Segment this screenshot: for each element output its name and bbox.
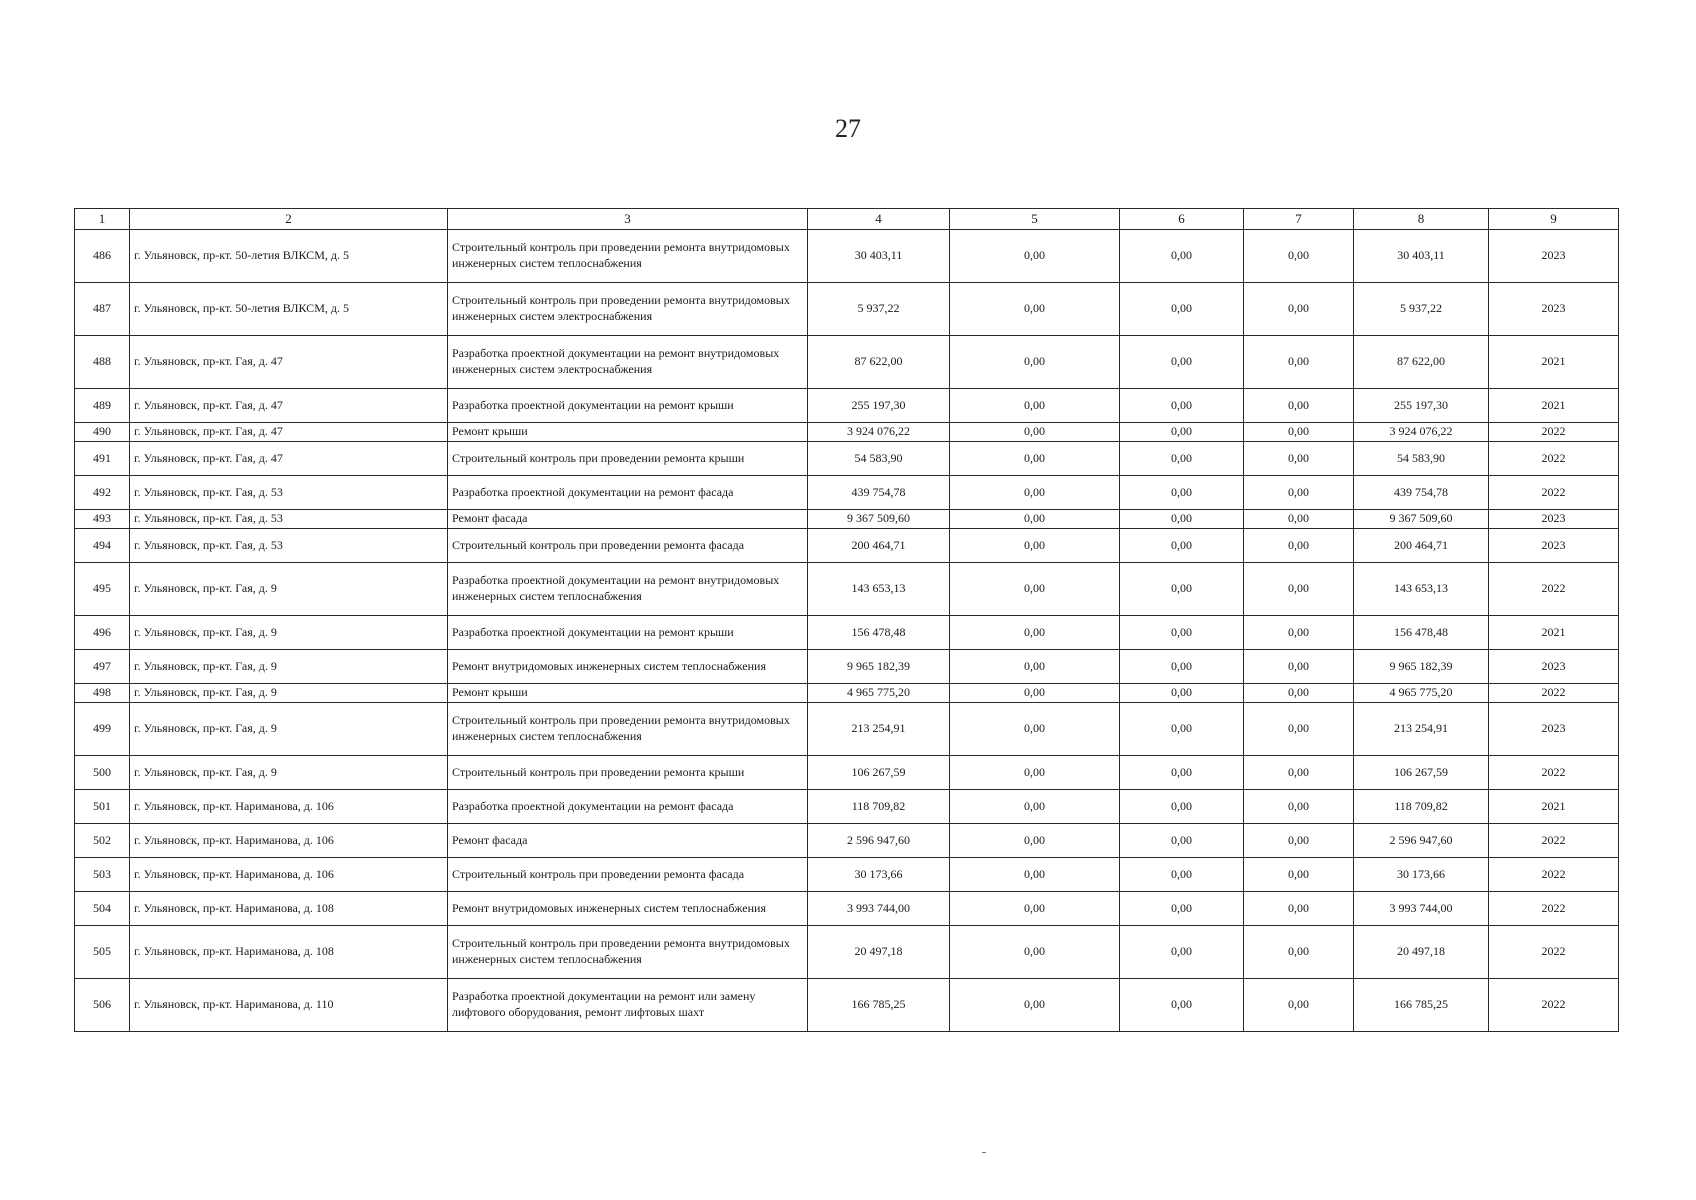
column-7-cell: 0,00 xyxy=(1244,510,1354,529)
table-row xyxy=(75,858,1619,892)
address-cell: г. Ульяновск, пр-кт. Нариманова, д. 106 xyxy=(130,824,448,858)
column-5-cell: 0,00 xyxy=(950,423,1120,442)
column-7-cell: 0,00 xyxy=(1244,858,1354,892)
total-cost-cell: 143 653,13 xyxy=(808,563,950,616)
address-cell: г. Ульяновск, пр-кт. Гая, д. 9 xyxy=(130,756,448,790)
table-row xyxy=(75,650,1619,684)
column-7-cell: 0,00 xyxy=(1244,230,1354,283)
year-cell: 2021 xyxy=(1489,389,1619,423)
column-header-2: 2 xyxy=(130,209,448,230)
column-6-cell: 0,00 xyxy=(1120,529,1244,563)
row-number: 505 xyxy=(75,926,130,979)
column-7-cell: 0,00 xyxy=(1244,703,1354,756)
column-5-cell: 0,00 xyxy=(950,563,1120,616)
column-5-cell: 0,00 xyxy=(950,926,1120,979)
capital-repair-table xyxy=(74,208,1619,1032)
column-7-cell: 0,00 xyxy=(1244,616,1354,650)
column-7-cell: 0,00 xyxy=(1244,336,1354,389)
column-5-cell: 0,00 xyxy=(950,650,1120,684)
total-cost-cell: 9 965 182,39 xyxy=(808,650,950,684)
column-8-cell: 143 653,13 xyxy=(1354,563,1489,616)
address-cell: г. Ульяновск, пр-кт. Гая, д. 47 xyxy=(130,423,448,442)
address-cell: г. Ульяновск, пр-кт. Гая, д. 53 xyxy=(130,529,448,563)
row-number: 489 xyxy=(75,389,130,423)
total-cost-cell: 30 403,11 xyxy=(808,230,950,283)
column-6-cell: 0,00 xyxy=(1120,336,1244,389)
address-cell: г. Ульяновск, пр-кт. Гая, д. 53 xyxy=(130,476,448,510)
column-6-cell: 0,00 xyxy=(1120,684,1244,703)
column-8-cell: 5 937,22 xyxy=(1354,283,1489,336)
total-cost-cell: 166 785,25 xyxy=(808,979,950,1032)
total-cost-cell: 118 709,82 xyxy=(808,790,950,824)
column-6-cell: 0,00 xyxy=(1120,790,1244,824)
column-8-cell: 4 965 775,20 xyxy=(1354,684,1489,703)
work-type-cell: Разработка проектной документации на ремонт фасада xyxy=(448,476,808,510)
year-cell: 2022 xyxy=(1489,423,1619,442)
column-7-cell: 0,00 xyxy=(1244,756,1354,790)
address-cell: г. Ульяновск, пр-кт. Гая, д. 47 xyxy=(130,336,448,389)
column-5-cell: 0,00 xyxy=(950,336,1120,389)
address-cell: г. Ульяновск, пр-кт. 50-летия ВЛКСМ, д. 5 xyxy=(130,230,448,283)
column-8-cell: 30 173,66 xyxy=(1354,858,1489,892)
column-5-cell: 0,00 xyxy=(950,790,1120,824)
table-header xyxy=(75,209,1619,230)
row-number: 497 xyxy=(75,650,130,684)
column-7-cell: 0,00 xyxy=(1244,926,1354,979)
year-cell: 2022 xyxy=(1489,563,1619,616)
column-8-cell: 439 754,78 xyxy=(1354,476,1489,510)
address-cell: г. Ульяновск, пр-кт. Гая, д. 9 xyxy=(130,616,448,650)
table-row xyxy=(75,616,1619,650)
column-number-row xyxy=(75,209,1619,230)
column-8-cell: 20 497,18 xyxy=(1354,926,1489,979)
column-7-cell: 0,00 xyxy=(1244,529,1354,563)
column-header-6: 6 xyxy=(1120,209,1244,230)
total-cost-cell: 4 965 775,20 xyxy=(808,684,950,703)
year-cell: 2022 xyxy=(1489,979,1619,1032)
column-6-cell: 0,00 xyxy=(1120,230,1244,283)
column-8-cell: 30 403,11 xyxy=(1354,230,1489,283)
column-6-cell: 0,00 xyxy=(1120,616,1244,650)
column-7-cell: 0,00 xyxy=(1244,790,1354,824)
work-type-cell: Разработка проектной документации на ремонт или замену лифтового оборудования, ремонт лифтовых шахт xyxy=(448,979,808,1032)
address-cell: г. Ульяновск, пр-кт. Гая, д. 47 xyxy=(130,442,448,476)
work-type-cell: Строительный контроль при проведении ремонта внутридомовых инженерных систем теплоснабжения xyxy=(448,703,808,756)
work-type-cell: Разработка проектной документации на ремонт внутридомовых инженерных систем электроснабжения xyxy=(448,336,808,389)
column-7-cell: 0,00 xyxy=(1244,389,1354,423)
total-cost-cell: 200 464,71 xyxy=(808,529,950,563)
table-row xyxy=(75,684,1619,703)
total-cost-cell: 30 173,66 xyxy=(808,858,950,892)
year-cell: 2023 xyxy=(1489,703,1619,756)
address-cell: г. Ульяновск, пр-кт. Нариманова, д. 106 xyxy=(130,858,448,892)
total-cost-cell: 20 497,18 xyxy=(808,926,950,979)
column-7-cell: 0,00 xyxy=(1244,563,1354,616)
column-5-cell: 0,00 xyxy=(950,684,1120,703)
year-cell: 2022 xyxy=(1489,926,1619,979)
table-row xyxy=(75,230,1619,283)
address-cell: г. Ульяновск, пр-кт. Нариманова, д. 108 xyxy=(130,892,448,926)
column-6-cell: 0,00 xyxy=(1120,892,1244,926)
total-cost-cell: 9 367 509,60 xyxy=(808,510,950,529)
column-6-cell: 0,00 xyxy=(1120,824,1244,858)
column-7-cell: 0,00 xyxy=(1244,684,1354,703)
work-type-cell: Разработка проектной документации на ремонт крыши xyxy=(448,389,808,423)
column-5-cell: 0,00 xyxy=(950,616,1120,650)
row-number: 488 xyxy=(75,336,130,389)
work-type-cell: Строительный контроль при проведении ремонта внутридомовых инженерных систем теплоснабжения xyxy=(448,230,808,283)
column-5-cell: 0,00 xyxy=(950,824,1120,858)
column-7-cell: 0,00 xyxy=(1244,824,1354,858)
work-type-cell: Разработка проектной документации на ремонт фасада xyxy=(448,790,808,824)
row-number: 506 xyxy=(75,979,130,1032)
column-8-cell: 156 478,48 xyxy=(1354,616,1489,650)
year-cell: 2023 xyxy=(1489,650,1619,684)
column-header-8: 8 xyxy=(1354,209,1489,230)
work-type-cell: Разработка проектной документации на ремонт крыши xyxy=(448,616,808,650)
column-7-cell: 0,00 xyxy=(1244,979,1354,1032)
row-number: 498 xyxy=(75,684,130,703)
row-number: 504 xyxy=(75,892,130,926)
work-type-cell: Строительный контроль при проведении ремонта фасада xyxy=(448,858,808,892)
column-8-cell: 3 993 744,00 xyxy=(1354,892,1489,926)
column-5-cell: 0,00 xyxy=(950,510,1120,529)
address-cell: г. Ульяновск, пр-кт. Гая, д. 9 xyxy=(130,684,448,703)
year-cell: 2023 xyxy=(1489,529,1619,563)
work-type-cell: Разработка проектной документации на ремонт внутридомовых инженерных систем теплоснабжения xyxy=(448,563,808,616)
table-row xyxy=(75,892,1619,926)
column-5-cell: 0,00 xyxy=(950,476,1120,510)
column-header-5: 5 xyxy=(950,209,1120,230)
address-cell: г. Ульяновск, пр-кт. Нариманова, д. 110 xyxy=(130,979,448,1032)
column-6-cell: 0,00 xyxy=(1120,510,1244,529)
work-type-cell: Строительный контроль при проведении ремонта крыши xyxy=(448,442,808,476)
column-6-cell: 0,00 xyxy=(1120,703,1244,756)
column-8-cell: 106 267,59 xyxy=(1354,756,1489,790)
total-cost-cell: 2 596 947,60 xyxy=(808,824,950,858)
column-7-cell: 0,00 xyxy=(1244,650,1354,684)
address-cell: г. Ульяновск, пр-кт. Гая, д. 9 xyxy=(130,563,448,616)
address-cell: г. Ульяновск, пр-кт. Гая, д. 47 xyxy=(130,389,448,423)
total-cost-cell: 255 197,30 xyxy=(808,389,950,423)
table-row xyxy=(75,336,1619,389)
column-8-cell: 87 622,00 xyxy=(1354,336,1489,389)
table-row xyxy=(75,926,1619,979)
address-cell: г. Ульяновск, пр-кт. Гая, д. 9 xyxy=(130,703,448,756)
table-row xyxy=(75,790,1619,824)
work-type-cell: Ремонт фасада xyxy=(448,510,808,529)
scan-mark xyxy=(982,1152,986,1153)
year-cell: 2022 xyxy=(1489,684,1619,703)
column-8-cell: 3 924 076,22 xyxy=(1354,423,1489,442)
work-type-cell: Ремонт внутридомовых инженерных систем теплоснабжения xyxy=(448,892,808,926)
row-number: 494 xyxy=(75,529,130,563)
total-cost-cell: 3 993 744,00 xyxy=(808,892,950,926)
year-cell: 2022 xyxy=(1489,476,1619,510)
year-cell: 2022 xyxy=(1489,824,1619,858)
column-5-cell: 0,00 xyxy=(950,892,1120,926)
year-cell: 2021 xyxy=(1489,336,1619,389)
column-5-cell: 0,00 xyxy=(950,703,1120,756)
row-number: 487 xyxy=(75,283,130,336)
address-cell: г. Ульяновск, пр-кт. Гая, д. 53 xyxy=(130,510,448,529)
row-number: 501 xyxy=(75,790,130,824)
work-type-cell: Строительный контроль при проведении ремонта внутридомовых инженерных систем теплоснабжения xyxy=(448,926,808,979)
column-header-9: 9 xyxy=(1489,209,1619,230)
column-5-cell: 0,00 xyxy=(950,756,1120,790)
table-row xyxy=(75,442,1619,476)
column-6-cell: 0,00 xyxy=(1120,476,1244,510)
work-type-cell: Ремонт внутридомовых инженерных систем теплоснабжения xyxy=(448,650,808,684)
table-row xyxy=(75,476,1619,510)
row-number: 490 xyxy=(75,423,130,442)
total-cost-cell: 106 267,59 xyxy=(808,756,950,790)
year-cell: 2022 xyxy=(1489,756,1619,790)
column-6-cell: 0,00 xyxy=(1120,926,1244,979)
column-header-7: 7 xyxy=(1244,209,1354,230)
address-cell: г. Ульяновск, пр-кт. Нариманова, д. 106 xyxy=(130,790,448,824)
row-number: 500 xyxy=(75,756,130,790)
total-cost-cell: 156 478,48 xyxy=(808,616,950,650)
column-6-cell: 0,00 xyxy=(1120,283,1244,336)
table-row xyxy=(75,423,1619,442)
table-row xyxy=(75,703,1619,756)
column-8-cell: 54 583,90 xyxy=(1354,442,1489,476)
column-7-cell: 0,00 xyxy=(1244,283,1354,336)
address-cell: г. Ульяновск, пр-кт. Нариманова, д. 108 xyxy=(130,926,448,979)
column-header-4: 4 xyxy=(808,209,950,230)
page-number: 27 xyxy=(835,114,861,143)
year-cell: 2022 xyxy=(1489,892,1619,926)
table-row xyxy=(75,529,1619,563)
column-7-cell: 0,00 xyxy=(1244,476,1354,510)
total-cost-cell: 213 254,91 xyxy=(808,703,950,756)
total-cost-cell: 87 622,00 xyxy=(808,336,950,389)
row-number: 496 xyxy=(75,616,130,650)
column-6-cell: 0,00 xyxy=(1120,442,1244,476)
row-number: 495 xyxy=(75,563,130,616)
column-6-cell: 0,00 xyxy=(1120,756,1244,790)
year-cell: 2022 xyxy=(1489,858,1619,892)
column-8-cell: 200 464,71 xyxy=(1354,529,1489,563)
total-cost-cell: 3 924 076,22 xyxy=(808,423,950,442)
total-cost-cell: 5 937,22 xyxy=(808,283,950,336)
column-7-cell: 0,00 xyxy=(1244,892,1354,926)
address-cell: г. Ульяновск, пр-кт. 50-летия ВЛКСМ, д. 5 xyxy=(130,283,448,336)
column-6-cell: 0,00 xyxy=(1120,423,1244,442)
column-header-1: 1 xyxy=(75,209,130,230)
work-type-cell: Строительный контроль при проведении ремонта крыши xyxy=(448,756,808,790)
table-row xyxy=(75,389,1619,423)
row-number: 502 xyxy=(75,824,130,858)
year-cell: 2022 xyxy=(1489,442,1619,476)
row-number: 491 xyxy=(75,442,130,476)
table-row xyxy=(75,979,1619,1032)
work-type-cell: Ремонт крыши xyxy=(448,684,808,703)
table-row xyxy=(75,563,1619,616)
total-cost-cell: 54 583,90 xyxy=(808,442,950,476)
column-7-cell: 0,00 xyxy=(1244,442,1354,476)
column-5-cell: 0,00 xyxy=(950,979,1120,1032)
row-number: 503 xyxy=(75,858,130,892)
year-cell: 2021 xyxy=(1489,616,1619,650)
table-row xyxy=(75,756,1619,790)
column-5-cell: 0,00 xyxy=(950,442,1120,476)
table-row xyxy=(75,283,1619,336)
column-7-cell: 0,00 xyxy=(1244,423,1354,442)
column-header-3: 3 xyxy=(448,209,808,230)
row-number: 493 xyxy=(75,510,130,529)
table-body xyxy=(75,230,1619,1032)
row-number: 486 xyxy=(75,230,130,283)
year-cell: 2023 xyxy=(1489,230,1619,283)
column-6-cell: 0,00 xyxy=(1120,979,1244,1032)
column-8-cell: 9 965 182,39 xyxy=(1354,650,1489,684)
column-5-cell: 0,00 xyxy=(950,389,1120,423)
column-5-cell: 0,00 xyxy=(950,230,1120,283)
row-number: 492 xyxy=(75,476,130,510)
column-8-cell: 213 254,91 xyxy=(1354,703,1489,756)
work-type-cell: Ремонт крыши xyxy=(448,423,808,442)
table-row xyxy=(75,510,1619,529)
year-cell: 2023 xyxy=(1489,283,1619,336)
column-8-cell: 2 596 947,60 xyxy=(1354,824,1489,858)
work-type-cell: Строительный контроль при проведении ремонта фасада xyxy=(448,529,808,563)
work-type-cell: Ремонт фасада xyxy=(448,824,808,858)
column-5-cell: 0,00 xyxy=(950,283,1120,336)
column-6-cell: 0,00 xyxy=(1120,563,1244,616)
year-cell: 2021 xyxy=(1489,790,1619,824)
column-8-cell: 166 785,25 xyxy=(1354,979,1489,1032)
total-cost-cell: 439 754,78 xyxy=(808,476,950,510)
year-cell: 2023 xyxy=(1489,510,1619,529)
column-8-cell: 118 709,82 xyxy=(1354,790,1489,824)
address-cell: г. Ульяновск, пр-кт. Гая, д. 9 xyxy=(130,650,448,684)
column-5-cell: 0,00 xyxy=(950,529,1120,563)
column-6-cell: 0,00 xyxy=(1120,389,1244,423)
column-5-cell: 0,00 xyxy=(950,858,1120,892)
column-8-cell: 255 197,30 xyxy=(1354,389,1489,423)
row-number: 499 xyxy=(75,703,130,756)
table-row xyxy=(75,824,1619,858)
column-6-cell: 0,00 xyxy=(1120,650,1244,684)
column-8-cell: 9 367 509,60 xyxy=(1354,510,1489,529)
column-6-cell: 0,00 xyxy=(1120,858,1244,892)
work-type-cell: Строительный контроль при проведении ремонта внутридомовых инженерных систем электроснабжения xyxy=(448,283,808,336)
